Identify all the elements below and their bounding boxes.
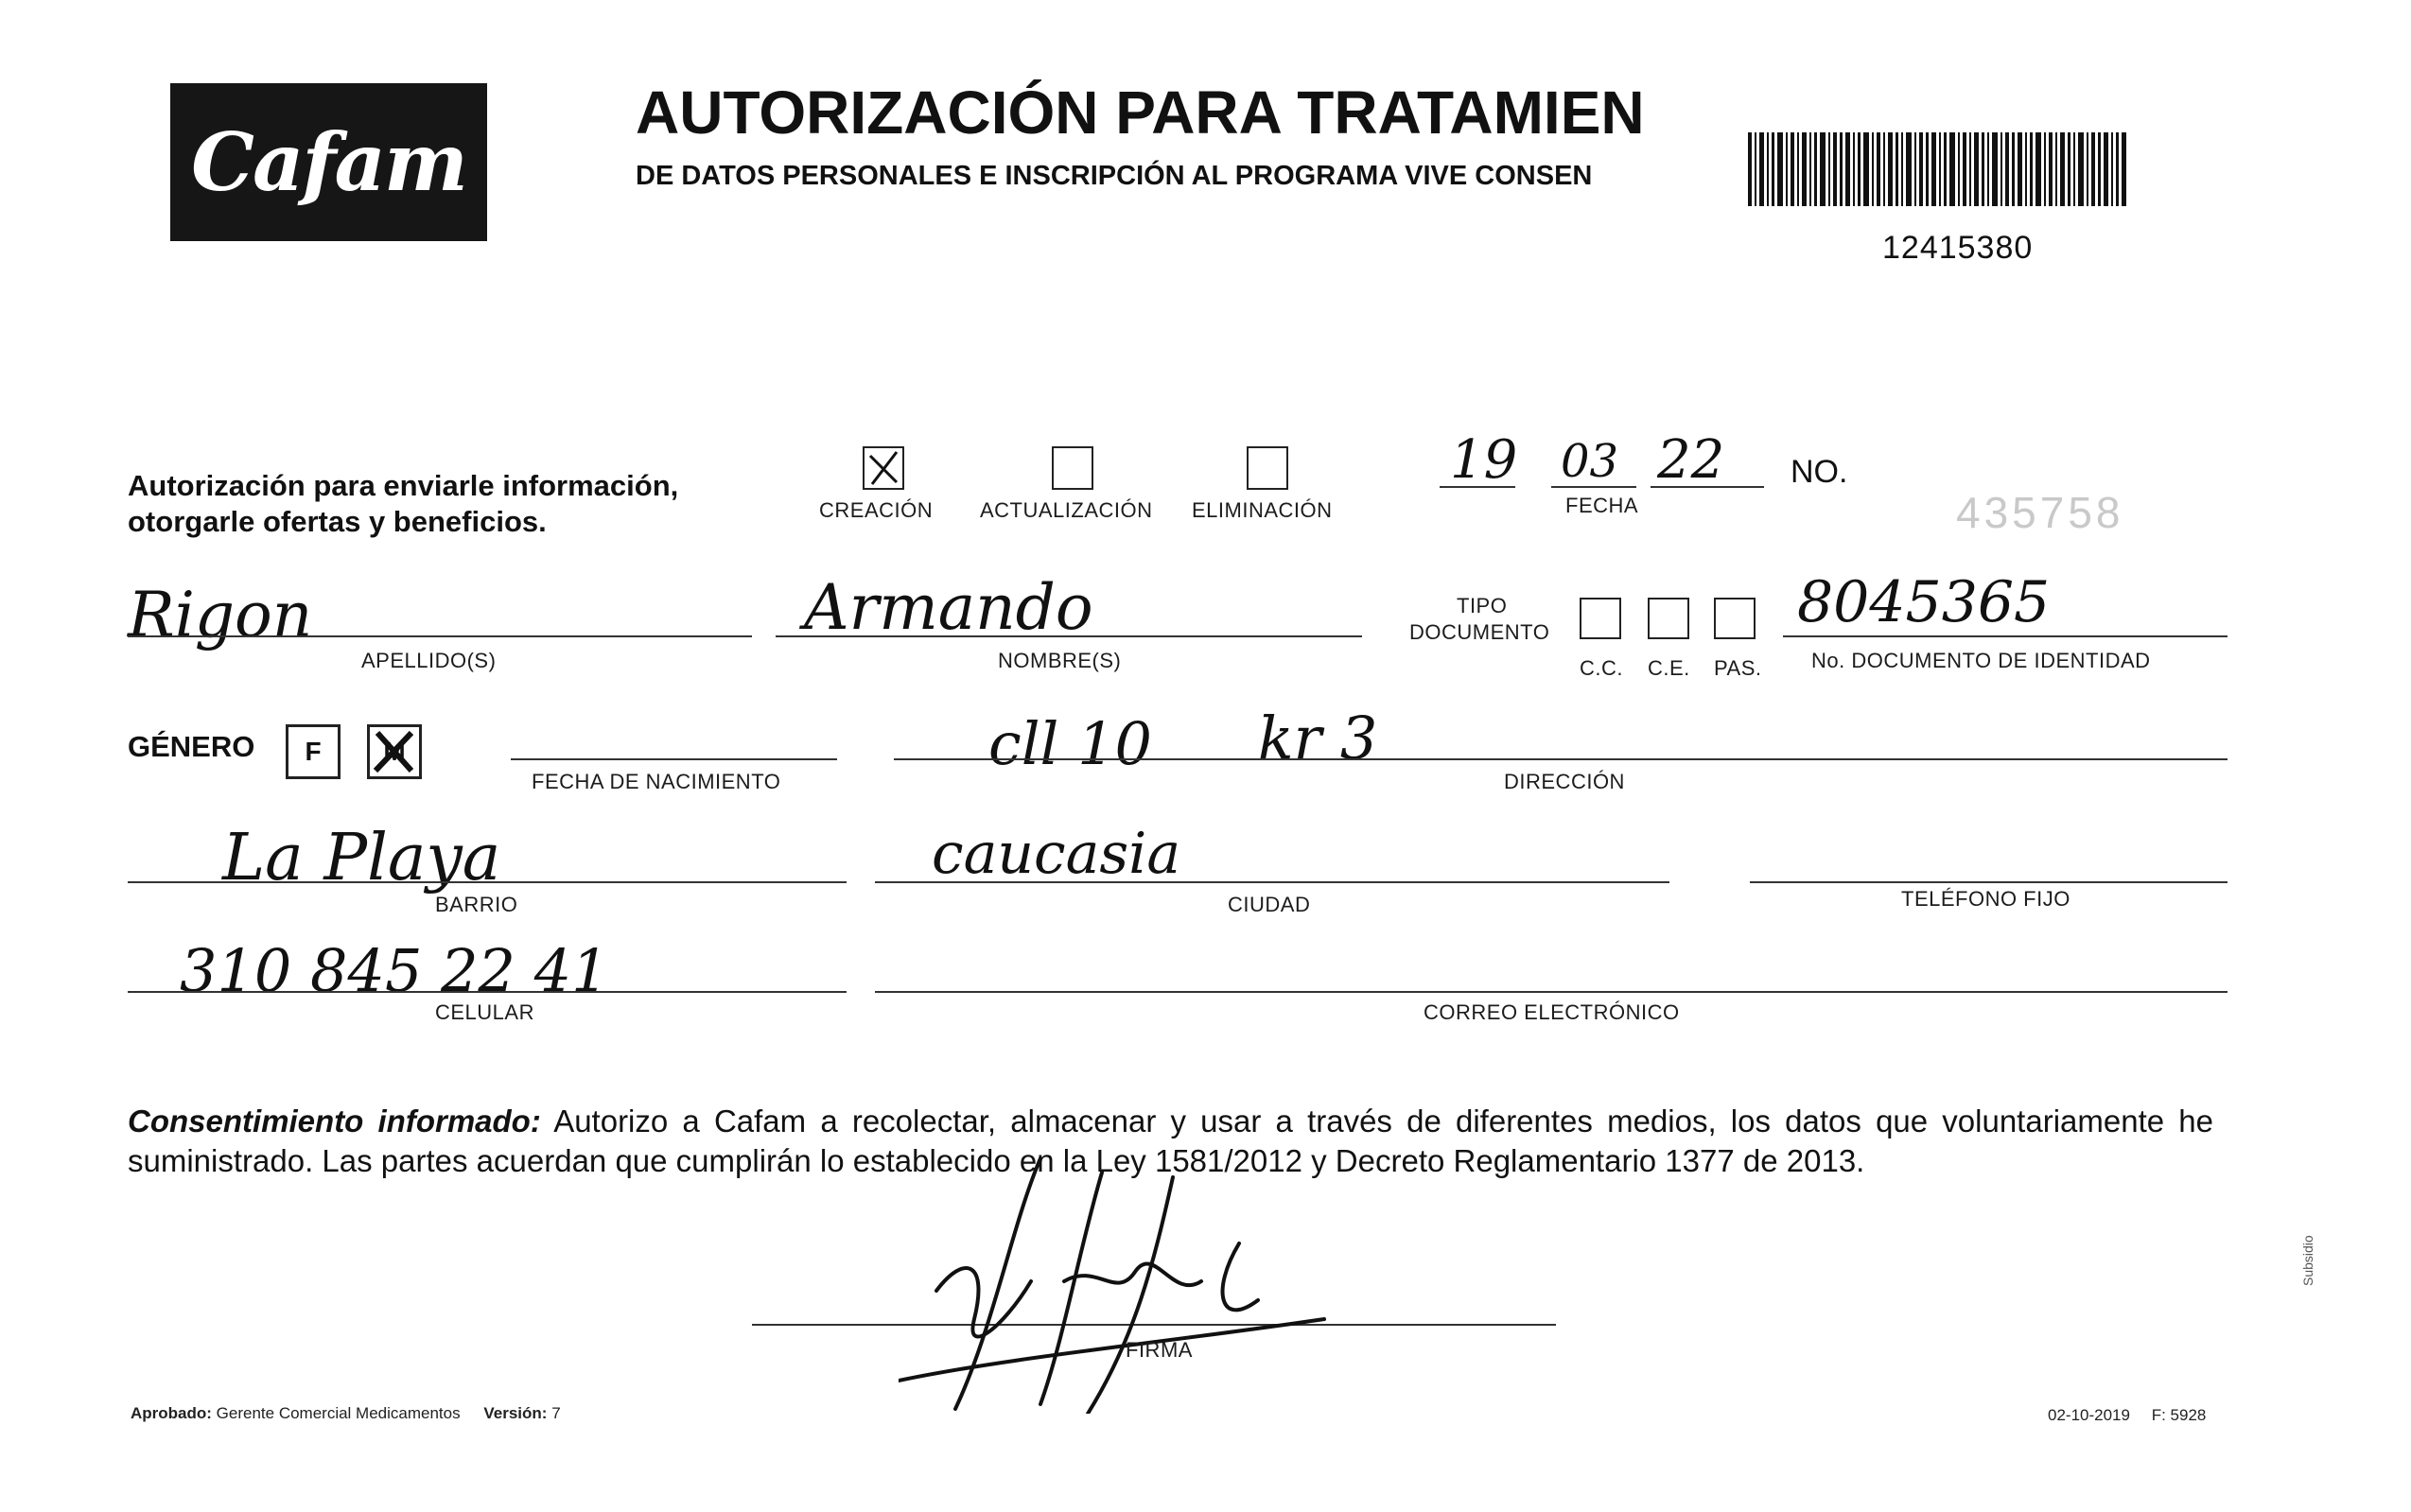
firma-label: FIRMA xyxy=(1126,1338,1193,1362)
genero-m-label: M xyxy=(383,737,406,766)
ce-checkbox[interactable] xyxy=(1648,598,1689,639)
form-title: AUTORIZACIÓN PARA TRATAMIEN xyxy=(636,78,1645,147)
ce-label: C.E. xyxy=(1648,656,1690,680)
intro-line-1: Autorización para enviarle información, xyxy=(128,469,679,502)
cc-label: C.C. xyxy=(1580,656,1623,680)
correo-label: CORREO ELECTRÓNICO xyxy=(1424,1000,1680,1024)
form-subtitle: DE DATOS PERSONALES E INSCRIPCIÓN AL PROGRAMA VIVE CONSEN xyxy=(636,161,1593,191)
apellido-value: Rigon xyxy=(128,579,313,652)
fecha-nacimiento-line xyxy=(511,758,837,760)
genero-label: GÉNERO xyxy=(128,730,255,763)
intro-text xyxy=(128,468,678,540)
genero-f-label: F xyxy=(305,737,322,766)
ciudad-value: caucasia xyxy=(932,821,1181,887)
tipo-label-2: DOCUMENTO xyxy=(1409,620,1550,644)
fecha-line-year xyxy=(1651,486,1764,488)
telefono-line xyxy=(1750,881,2228,883)
ciudad-label: CIUDAD xyxy=(1228,893,1311,916)
celular-value: 310 845 22 41 xyxy=(180,936,609,1005)
barrio-line xyxy=(128,881,847,883)
cc-checkbox[interactable] xyxy=(1580,598,1621,639)
celular-label: CELULAR xyxy=(435,1000,534,1024)
check-mark-icon xyxy=(865,448,902,488)
genero-f-checkbox[interactable] xyxy=(286,724,341,779)
consent-heading: Consentimiento informado: xyxy=(128,1104,541,1138)
check-mark-icon xyxy=(370,727,419,776)
footer-right xyxy=(2048,1406,2206,1425)
footer-date: 02-10-2019 xyxy=(2048,1406,2130,1424)
creacion-label: CREACIÓN xyxy=(819,498,934,522)
intro-line-2: otorgarle ofertas y beneficios. xyxy=(128,505,547,538)
direccion-line xyxy=(894,758,2228,760)
telefono-label: TELÉFONO FIJO xyxy=(1901,887,2070,911)
actualizacion-checkbox[interactable] xyxy=(1052,446,1093,490)
aprobado-label: Aprobado: xyxy=(131,1404,212,1422)
version-label: Versión: xyxy=(483,1404,548,1422)
aprobado-value: Gerente Comercial Medicamentos xyxy=(216,1404,461,1422)
form-code: F: 5928 xyxy=(2151,1406,2207,1424)
signature-icon xyxy=(899,1139,1353,1414)
fecha-label: FECHA xyxy=(1565,494,1639,517)
fecha-year: 22 xyxy=(1657,429,1725,491)
pas-label: PAS. xyxy=(1714,656,1762,680)
apellido-line xyxy=(128,635,752,637)
tipo-label-1: TIPO xyxy=(1457,594,1508,617)
apellido-label: APELLIDO(S) xyxy=(361,649,497,672)
fecha-month: 03 xyxy=(1561,435,1619,488)
version-value: 7 xyxy=(551,1404,561,1422)
ciudad-line xyxy=(875,881,1669,883)
correo-line xyxy=(875,991,2228,993)
documento-value: 8045365 xyxy=(1797,569,2051,635)
side-text: Subsidio xyxy=(2300,1235,2315,1286)
fecha-line-month xyxy=(1551,486,1636,488)
consent-text: Autorizo a Cafam a recolectar, almacenar y usar a través de diferentes medios, los datos que voluntariamente he suministrado. Las partes acuerdan que cumplirán lo establecido en la Ley 1581/2012 y Decreto Reglamentario 1377 de 2013. xyxy=(128,1104,2213,1178)
barrio-value: La Playa xyxy=(222,821,501,895)
fecha-line-day xyxy=(1440,486,1515,488)
eliminacion-checkbox[interactable] xyxy=(1247,446,1288,490)
barcode-number: 12415380 xyxy=(1882,230,2034,266)
nombre-line xyxy=(776,635,1362,637)
pas-checkbox[interactable] xyxy=(1714,598,1756,639)
barrio-label: BARRIO xyxy=(435,893,518,916)
fecha-day: 19 xyxy=(1450,429,1518,491)
nombre-value: Armando xyxy=(804,571,1093,644)
form-number: 435758 xyxy=(1956,488,2124,537)
footer-left xyxy=(131,1404,561,1423)
creacion-checkbox[interactable] xyxy=(863,446,904,490)
nombre-label: NOMBRE(S) xyxy=(998,649,1122,672)
celular-line xyxy=(128,991,847,993)
direccion-value-2: kr 3 xyxy=(1258,704,1378,773)
documento-label: No. DOCUMENTO DE IDENTIDAD xyxy=(1811,649,2151,672)
fecha-nacimiento-label: FECHA DE NACIMIENTO xyxy=(532,770,781,793)
direccion-value-1: cll 10 xyxy=(988,709,1152,778)
direccion-label: DIRECCIÓN xyxy=(1504,770,1625,793)
barcode xyxy=(1748,132,2126,206)
genero-m-checkbox[interactable] xyxy=(367,724,422,779)
eliminacion-label: ELIMINACIÓN xyxy=(1192,498,1333,522)
documento-line xyxy=(1783,635,2228,637)
cafam-logo: Cafam xyxy=(170,83,487,241)
no-label: NO. xyxy=(1791,454,1848,490)
actualizacion-label: ACTUALIZACIÓN xyxy=(980,498,1153,522)
